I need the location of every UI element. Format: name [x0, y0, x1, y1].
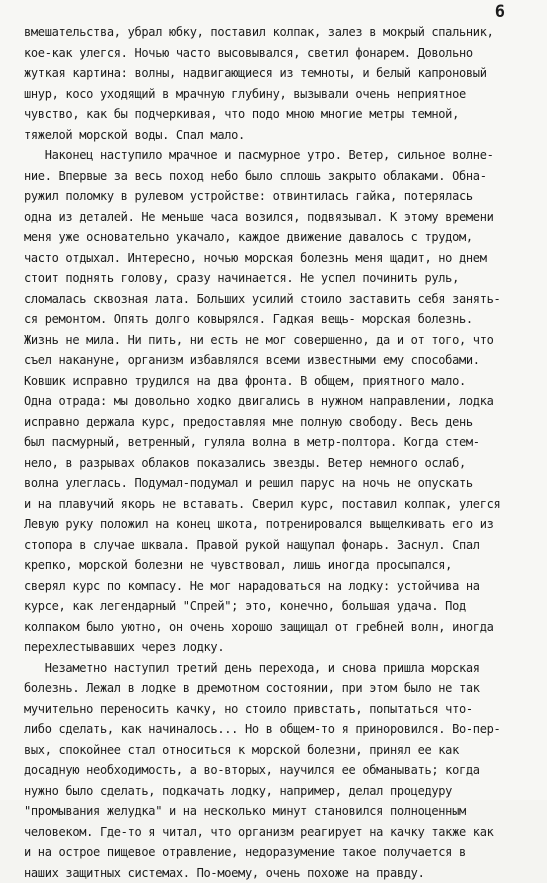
- text-line: стопора в случае шквала. Правой рукой нащупал фонарь. Заснул. Спал: [24, 535, 534, 556]
- text-line: был пасмурный, ветренный, гуляла волна в метр-полтора. Когда стем-: [24, 432, 534, 453]
- text-line: ружил поломку в рулевом устройстве: отвинтилась гайка, потерялась: [24, 186, 534, 207]
- text-line: "промывания желудка" и на несколько минут становился полноценным: [24, 801, 534, 822]
- body-text: [24, 22, 534, 883]
- text-line: шнур, косо уходящий в мрачную глубину, вызывали очень неприятное: [24, 84, 534, 105]
- text-line: чувство, как бы подчеркивая, что подо мною многие метры темной,: [24, 104, 534, 125]
- text-line: Одна отрада: мы довольно ходко двигались в нужном направлении, лодка: [24, 391, 534, 412]
- text-line: стоит поднять голову, сразу начинается. Не успел починить руль,: [24, 268, 534, 289]
- text-line: болезнь. Лежал в лодке в дремотном состоянии, при этом было не так: [24, 678, 534, 699]
- text-line: крепко, морской болезни не чувствовал, лишь иногда просыпался,: [24, 555, 534, 576]
- text-line: ся ремонтом. Опять долго ковырялся. Гадкая вещь- морская болезнь.: [24, 309, 534, 330]
- text-line: Левую руку положил на конец шкота, потренировался выщелкивать его из: [24, 514, 534, 535]
- text-line: наших защитных системах. По-моему, очень похоже на правду.: [24, 863, 534, 883]
- text-line: вых, спокойнее стал относиться к морской болезни, принял ее как: [24, 740, 534, 761]
- text-line: сломалась сквозная лата. Больших усилий стоило заставить себя занять-: [24, 289, 534, 310]
- text-line: тяжелой морской воды. Спал мало.: [24, 125, 534, 146]
- text-line: колпаком было уютно, он очень хорошо защищал от гребней волн, иногда: [24, 617, 534, 638]
- text-line: досадную необходимость, а во-вторых, научился ее обманывать; когда: [24, 760, 534, 781]
- text-line: курсе, как легендарный "Спрей"; это, конечно, большая удача. Под: [24, 596, 534, 617]
- text-line: часто отдыхал. Интересно, ночью морская болезнь меня щадит, но днем: [24, 248, 534, 269]
- page-number: 6: [495, 2, 505, 22]
- text-line: жуткая картина: волны, надвигающиеся из темноты, и белый капроновый: [24, 63, 534, 84]
- text-line: одна из деталей. Не меньше часа возился, подвязывал. К этому времени: [24, 207, 534, 228]
- text-line: Наконец наступило мрачное и пасмурное утро. Ветер, сильное волне-: [24, 145, 534, 166]
- text-line: Ковшик исправно трудился на два фронта. В общем, приятного мало.: [24, 371, 534, 392]
- text-line: Незаметно наступил третий день перехода, и снова пришла морская: [24, 658, 534, 679]
- text-line: съел накануне, организм избавлялся всеми известными ему способами.: [24, 350, 534, 371]
- text-line: перехлестывавших через лодку.: [24, 637, 534, 658]
- text-line: мучительно переносить качку, но стоило привстать, попытаться что-: [24, 699, 534, 720]
- text-line: человеком. Где-то я читал, что организм реагирует на качку также как: [24, 822, 534, 843]
- text-line: исправно держала курс, предоставляя мне полную свободу. Весь день: [24, 412, 534, 433]
- text-line: Жизнь не мила. Ни пить, ни есть не мог совершенно, да и от того, что: [24, 330, 534, 351]
- text-line: волна улеглась. Подумал-подумал и решил парус на ночь не опускать: [24, 473, 534, 494]
- text-line: и на плавучий якорь не вставать. Сверил курс, поставил колпак, улегся: [24, 494, 534, 515]
- text-line: кое-как улегся. Ночью часто высовывался, светил фонарем. Довольно: [24, 43, 534, 64]
- text-line: и на острое пищевое отравление, недоразумение такое получается в: [24, 842, 534, 863]
- text-line: нужно было сделать, подкачать лодку, например, делал процедуру: [24, 781, 534, 802]
- text-line: нело, в разрывах облаков показались звезды. Ветер немного ослаб,: [24, 453, 534, 474]
- text-line: ние. Впервые за весь поход небо было сплошь закрыто облаками. Обна-: [24, 166, 534, 187]
- text-line: либо сделать, как начиналось... Но в общем-то я приноровился. Во-пер-: [24, 719, 534, 740]
- text-line: вмешательства, убрал юбку, поставил колпак, залез в мокрый спальник,: [24, 22, 534, 43]
- text-line: сверял курс по компасу. Не мог нарадоваться на лодку: устойчива на: [24, 576, 534, 597]
- text-line: меня уже основательно укачало, каждое движение давалось с трудом,: [24, 227, 534, 248]
